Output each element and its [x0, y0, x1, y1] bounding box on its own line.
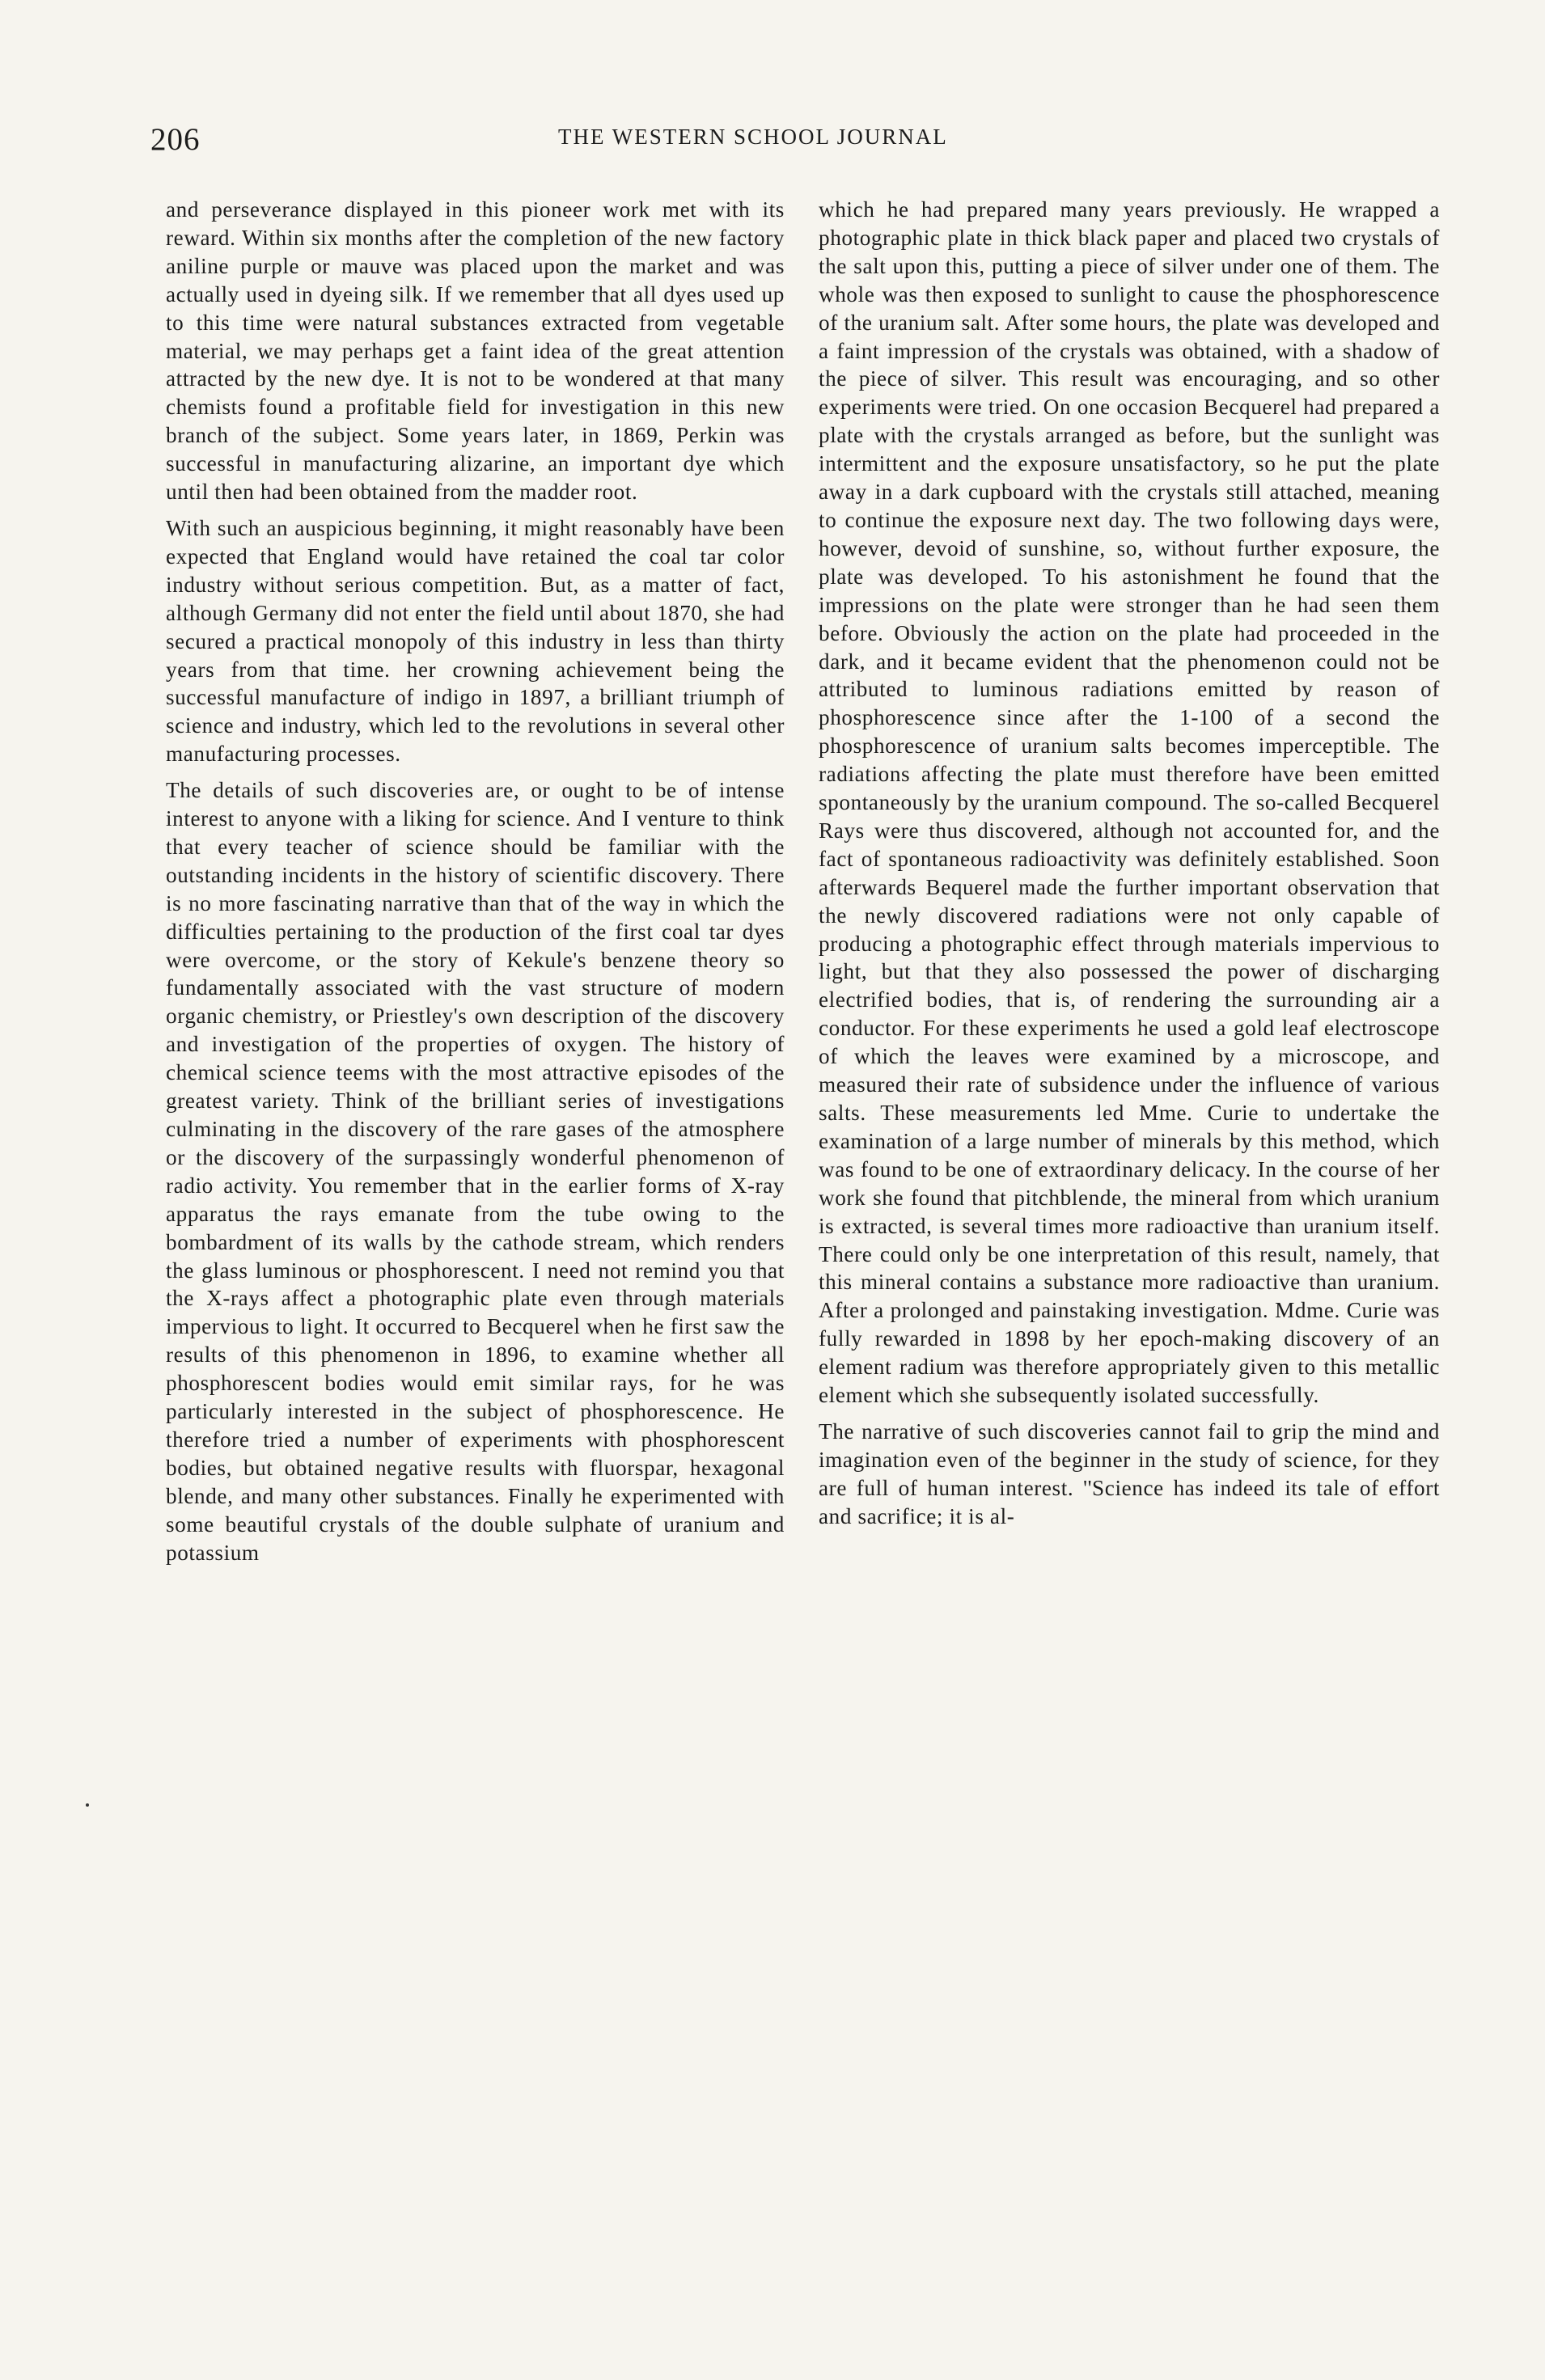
paragraph: The details of such discoveries are, or ought to be of intense interest to anyone with a liking for science. And I venture to think that every teacher of science should be familiar with the outstanding incidents in the history of scientific discovery. There is no more fascinating narrative than that of the way in which the difficulties pertaining to the production of the first coal tar dyes were overcome, or the story of Kekule's benzene theory so fundamentally associated with the vast structure of modern organic chemistry, or Priestley's own description of the discovery and investigation of the properties of oxygen. The history of chemical science teems with the most attractive episodes of the greatest variety. Think of the brilliant series of investigations culminating in the discovery of the rare gases of the atmosphere or the discovery of the surpassingly wonderful phenomenon of radio activity. You remember that in the earlier forms of X-ray apparatus the rays emanate from the tube owing to the bombardment of its walls by the cathode stream, which renders the glass luminous or phosphorescent. I need not remind you that the X-rays affect a photographic plate even through materials impervious to light. It occurred to Becquerel when he first saw the results of this phenomenon in 1896, to examine whether all phosphorescent bodies would emit similar rays, for he was particularly interested in the subject of phosphorescence. He therefore tried a number of experiments with phosphorescent bodies, but obtained negative results with fluorspar, hexagonal blende, and many other substances. Finally he experimented with some beautiful crystals of the double sulphate of uranium and potassium — [166, 778, 785, 1565]
ink-speck — [86, 1803, 89, 1807]
paragraph: which he had prepared many years previously. He wrapped a photographic plate in thick black paper and placed two crystals of the salt upon this, putting a piece of silver under one of them. The whole was then exposed to sunlight to cause the phosphorescence of the uranium salt. After some hours, the plate was developed and a faint impression of the crystals was obtained, with a shadow of the piece of silver. This result was encouraging, and so other experiments were tried. On one occasion Becquerel had prepared a plate with the crystals arranged as before, but the sunlight was intermittent and the exposure unsatisfactory, so he put the plate away in a dark cupboard with the crystals still attached, meaning to continue the exposure next day. The two following days were, however, devoid of sunshine, so, without further exposure, the plate was developed. To his astonishment he found that the impressions on the plate were stronger than he had seen them before. Obviously the action on the plate had proceeded in the dark, and it became evident that the phenomenon could not be attributed to luminous radiations emitted by reason of phosphorescence since after the 1-100 of a second the phosphorescence of uranium salts becomes imperceptible. The radiations affecting the plate must therefore have been emitted spontaneously by the uranium compound. The so-called Becquerel Rays were thus discovered, although not accounted for, and the fact of spontaneous radioactivity was definitely established. Soon afterwards Bequerel made the further important observation that the newly discovered radiations were not only capable of producing a photographic effect through materials impervious to light, but that they also possessed the power of discharging electrified bodies, that is, of rendering the surrounding air a conductor. For these experiments he used a gold leaf electroscope of which the leaves were examined by a microscope, and measured their rate of subsidence under the influence of various salts. These measurements led Mme. Curie to undertake the examination of a large number of minerals by this method, which was found to be one of extraordinary delicacy. In the course of her work she found that pitchblende, the mineral from which uranium is extracted, is several times more radioactive than uranium itself. There could only be one interpretation of this result, namely, that this mineral contains a substance more radioactive than uranium. After a prolonged and painstaking investigation. Mdme. Curie was fully rewarded in 1898 by her epoch-making discovery of an element radium was therefore appropriately given to this metallic element which she subsequently isolated successfully. — [819, 197, 1440, 1408]
right-column — [819, 196, 1440, 1531]
paragraph: With such an auspicious beginning, it might reasonably have been expected that England would have retained the coal tar color industry without serious competition. But, as a matter of fact, although Germany did not enter the field until about 1870, she had secured a practical monopoly of this industry in less than thirty years from that time. her crowning achievement being the successful manufacture of indigo in 1897, a brilliant triumph of science and industry, which led to the revolutions in several other manufacturing processes. — [166, 515, 785, 767]
paragraph: and perseverance displayed in this pioneer work met with its reward. Within six months after the completion of the new factory aniline purple or mauve was placed upon the market and was actually used in dyeing silk. If we remember that all dyes used up to this time were natural substances extracted from vegetable material, we may perhaps get a faint idea of the great attention attracted by the new dye. It is not to be wondered at that many chemists found a profitable field for investigation in this new branch of the subject. Some years later, in 1869, Perkin was successful in manufacturing alizarine, an important dye which until then had been obtained from the madder root. — [166, 197, 785, 505]
left-column — [166, 196, 785, 1567]
running-head: THE WESTERN SCHOOL JOURNAL — [558, 125, 948, 149]
page-number: 206 — [150, 122, 201, 157]
paragraph: The narrative of such discoveries cannot fail to grip the mind and imagination even of the beginner in the study of science, for they are full of human interest. ''Science has indeed its tale of effort and sacrifice; it is al- — [819, 1418, 1440, 1528]
